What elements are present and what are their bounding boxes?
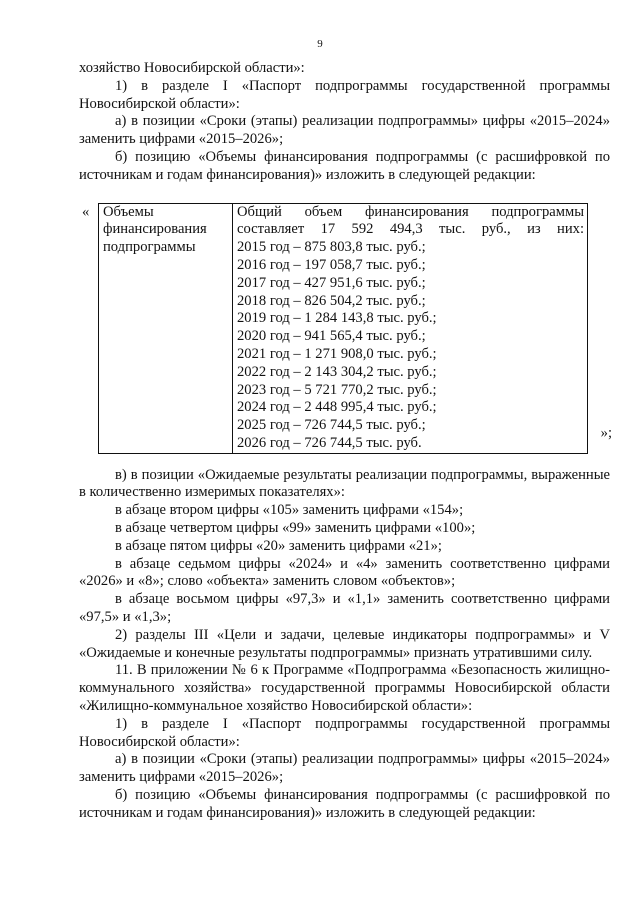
year-line: 2023 год – 5 721 770,2 тыс. руб.;: [237, 381, 437, 398]
year-line: 2017 год – 427 951,6 тыс. руб.;: [237, 274, 426, 291]
year-line: 2025 год – 726 744,5 тыс. руб.;: [237, 417, 426, 434]
paragraph: в) в позиции «Ожидаемые результаты реализации подпрограммы, выраженные в количественно измеримых показателях»:: [79, 466, 610, 501]
paragraph: а) в позиции «Сроки (этапы) реализации подпрограммы» цифры «2015–2024» заменить цифрами «2015–2026»;: [79, 113, 610, 148]
year-line: 2015 год – 875 803,8 тыс. руб.;: [237, 239, 426, 256]
year-line: 2020 год – 941 565,4 тыс. руб.;: [237, 328, 426, 345]
paragraph: 1) в разделе I «Паспорт подпрограммы государственной программы Новосибирской области»:: [79, 77, 610, 112]
paragraph: 11. В приложении № 6 к Программе «Подпрограмма «Безопасность жилищно-коммунального хозяйства» государственной программы Новосибирской области «Жилищно-коммунальное хозяйство Новосибирской области»:: [79, 662, 610, 714]
financing-table-block: [79, 203, 612, 451]
year-line: 2018 год – 826 504,2 тыс. руб.;: [237, 292, 426, 309]
paragraph: в абзаце восьмом цифры «97,3» и «1,1» заменить соответственно цифрами «97,5» и «1,3»;: [79, 591, 610, 625]
table-row: [99, 203, 588, 453]
table-cell-label: Объемы финансирования подпрограммы: [99, 203, 233, 453]
year-line: 2021 год – 1 271 908,0 тыс. руб.;: [237, 345, 437, 362]
year-line: 2026 год – 726 744,5 тыс. руб.: [237, 434, 422, 451]
paragraph: хозяйство Новосибирской области»:: [79, 60, 305, 76]
paragraph: в абзаце четвертом цифры «99» заменить цифрами «100»;: [115, 519, 476, 536]
paragraph: в абзаце втором цифры «105» заменить цифрами «154»;: [115, 502, 464, 519]
paragraph: 1) в разделе I «Паспорт подпрограммы государственной программы Новосибирской области»:: [79, 715, 610, 750]
paragraph: в абзаце пятом цифры «20» заменить цифрами «21»;: [115, 537, 442, 554]
open-quote: «: [82, 203, 90, 220]
document-body: [79, 60, 610, 823]
paragraph: 2) разделы III «Цели и задачи, целевые индикаторы подпрограммы» и V «Ожидаемые и конечные результаты подпрограммы» признать утратившими силу.: [79, 626, 610, 661]
close-quote: »;: [600, 424, 612, 441]
year-line: 2019 год – 1 284 143,8 тыс. руб.;: [237, 310, 437, 327]
year-line: 2024 год – 2 448 995,4 тыс. руб.;: [237, 399, 437, 416]
paragraph: б) позицию «Объемы финансирования подпрограммы (с расшифровкой по источникам и годам финансирования)» изложить в следующей редакции:: [79, 148, 610, 183]
table-cell-values: [233, 203, 588, 453]
year-line: 2022 год – 2 143 304,2 тыс. руб.;: [237, 363, 437, 380]
paragraph: в абзаце седьмом цифры «2024» и «4» заменить соответственно цифрами «2026» и «8»; слово «объекта» заменить словом «объектов»;: [79, 555, 610, 590]
year-line: 2016 год – 197 058,7 тыс. руб.;: [237, 256, 426, 273]
financing-table: [98, 203, 588, 454]
paragraph: б) позицию «Объемы финансирования подпрограммы (с расшифровкой по источникам и годам финансирования)» изложить в следующей редакции:: [79, 786, 610, 821]
financing-intro: Общий объем финансирования подпрограммы составляет 17 592 494,3 тыс. руб., из них:: [237, 203, 584, 238]
paragraph: а) в позиции «Сроки (этапы) реализации подпрограммы» цифры «2015–2024» заменить цифрами «2015–2026»;: [79, 751, 610, 786]
page-number: 9: [317, 38, 323, 50]
